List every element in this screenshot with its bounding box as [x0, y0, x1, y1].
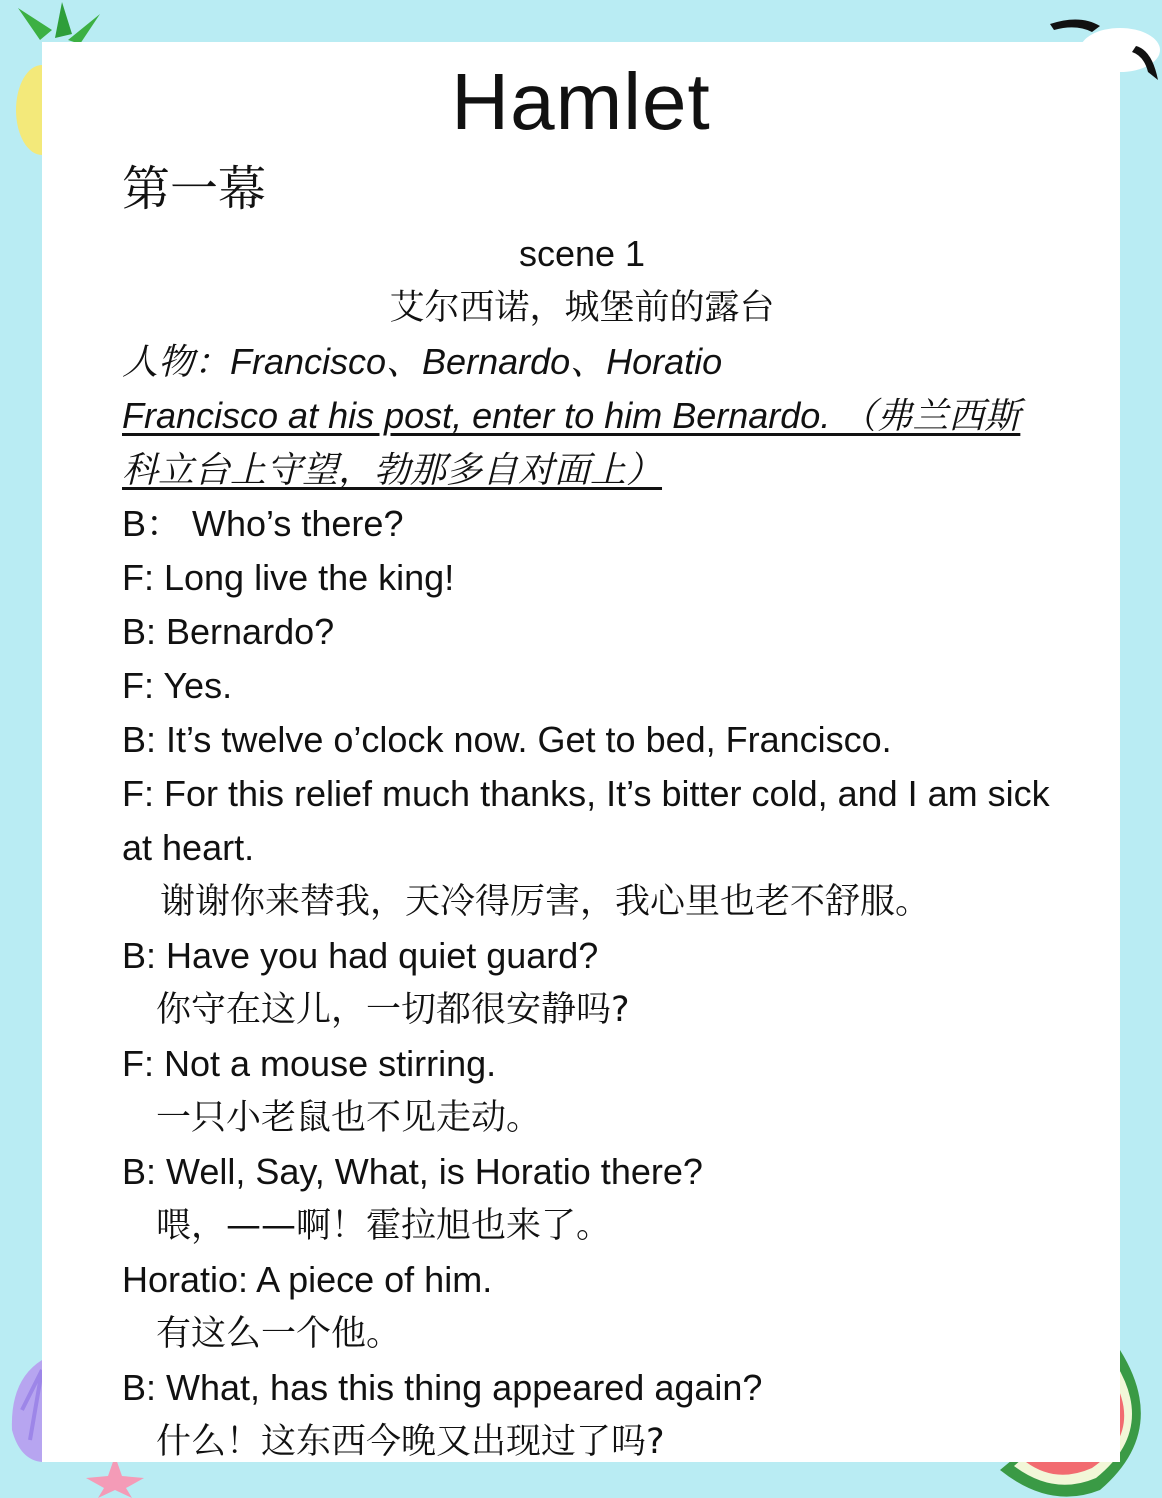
- translation-line: 喂，——啊！霍拉旭也来了。: [156, 1206, 612, 1246]
- script-body: [122, 227, 1052, 1462]
- dialogue-line: F: Not a mouse stirring.: [122, 1043, 497, 1084]
- dialogue-line: B: Well, Say, What, is Horatio there?: [122, 1151, 703, 1192]
- dialogue-line: B: Bernardo?: [122, 611, 335, 652]
- scene-setting: 艾尔西诺，城堡前的露台: [389, 288, 775, 328]
- dialogue-line: B: It’s twelve o’clock now. Get to bed, Francisco.: [122, 719, 892, 760]
- scene-heading: scene 1: [518, 233, 646, 274]
- translation-line: 你守在这儿，一切都很安静吗?: [156, 990, 630, 1030]
- document-page: [42, 42, 1120, 1462]
- dialogue-line: B: What, has this thing appeared again?: [122, 1367, 763, 1408]
- dialogue-line: F: Yes.: [122, 665, 233, 706]
- translation-line: 谢谢你来替我，天冷得厉害，我心里也老不舒服。: [160, 882, 931, 922]
- act-heading: 第一幕: [122, 161, 267, 217]
- dialogue-line: F: For this relief much thanks, It’s bitter cold, and I am sick at heart.: [122, 773, 1050, 868]
- dialogue-line: B: Have you had quiet guard?: [122, 935, 599, 976]
- stage-direction: Francisco at his post, enter to him Bernardo. （弗兰西斯科立台上守望，勃那多自对面上）: [122, 395, 1021, 490]
- dialogue-line: B： Who’s there?: [122, 503, 404, 544]
- translation-line: 有这么一个他。: [156, 1314, 402, 1354]
- dialogue-line: F: Long live the king!: [122, 557, 455, 598]
- character-list: 人物：Francisco、Bernardo、Horatio: [122, 341, 723, 382]
- dialogue-line: Horatio: A piece of him.: [122, 1259, 493, 1300]
- document-title: Hamlet: [451, 57, 711, 146]
- translation-line: 什么！这东西今晚又出现过了吗?: [156, 1422, 665, 1462]
- translation-line: 一只小老鼠也不见走动。: [156, 1098, 542, 1138]
